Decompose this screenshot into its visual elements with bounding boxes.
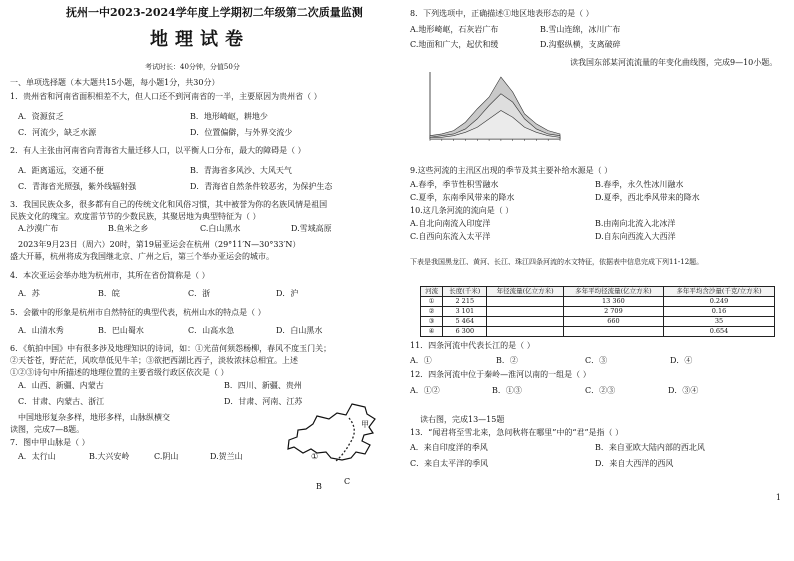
q8-option-a: A.地形崎岖，石灰岩广布 — [410, 25, 499, 34]
table-intro: 下表是我国黑龙江、黄河、长江、珠江四条河流的水文特征，依据表中信息完成下列11-12题。 — [410, 258, 704, 266]
q12-option-a: A．①② — [410, 386, 440, 395]
q4-option-a: A．苏 — [18, 289, 40, 298]
table-row — [421, 297, 775, 307]
q4-option-c: C．浙 — [188, 289, 211, 298]
table-cell: 0.654 — [664, 327, 775, 337]
q4-option-d: D．沪 — [276, 289, 299, 298]
exam-title: 地理试卷 — [150, 29, 250, 50]
question-6-line3: ①②③诗句中所描述的地理位置的主要省级行政区依次是（ ） — [10, 368, 229, 377]
q3-option-c: C.白山黑水 — [200, 224, 241, 233]
table-cell: 5 464 — [443, 317, 487, 327]
q9-option-c: C.夏季，东南季风带来的降水 — [410, 193, 515, 202]
q4-option-b: B．皖 — [98, 289, 120, 298]
question-13-intro: 读右图，完成13—15题 — [420, 415, 505, 424]
table-cell: ③ — [421, 317, 443, 327]
question-13: 13．“闻君将至雪北来，急问秋将在哪里”中的“君”是指（ ） — [410, 428, 624, 437]
q2-option-c: C．青海省光照强，紫外线辐射强 — [18, 182, 137, 191]
label-c: C — [344, 477, 351, 486]
chart-intro: 读我国东部某河流流量的年变化曲线图，完成9—10小题。 — [570, 58, 778, 67]
table-cell: 2 709 — [563, 307, 663, 317]
q12-option-c: C．②③ — [585, 386, 616, 395]
q5-option-b: B．巴山蜀水 — [98, 326, 144, 335]
q8-option-c: C.地面和广大，起伏和缓 — [410, 40, 499, 49]
river-table — [420, 286, 775, 337]
question-5: 5．会徽中的形象是杭州市自然特征的典型代表，杭州山水的特点是（ ） — [10, 308, 266, 317]
q6-option-b: B．四川、新疆、贵州 — [224, 381, 302, 390]
label-jia: 甲 — [361, 420, 369, 429]
label-circle-1: ① — [311, 452, 319, 461]
question-1: 1．贵州省和河南省面积相差不大，但人口还不到河南省的一半，主要原因为贵州省（ ） — [10, 92, 322, 101]
label-b: B — [316, 482, 322, 491]
note-line2: 读图，完成7—8题。 — [10, 425, 85, 434]
q6-option-d: D．甘肃、河南、江苏 — [224, 397, 303, 406]
q13-option-c: C．来自太平洋的季风 — [410, 459, 489, 468]
info-line1: 2023年9月23日（周六）20时，第19届亚运会在杭州（29°11′N—30°33′N） — [18, 240, 301, 249]
q12-option-d: D．③④ — [668, 386, 699, 395]
table-cell — [487, 307, 563, 317]
table-head-length: 长度(千米) — [443, 287, 487, 297]
q5-option-c: C．山高水急 — [188, 326, 235, 335]
q1-option-a: A．资源贫乏 — [18, 112, 64, 121]
q3-option-d: D.雪域高原 — [291, 224, 332, 233]
q6-option-a: A．山西、新疆、内蒙古 — [18, 381, 104, 390]
section-title: 一、单项选择题（本大题共15小题，每小题1分，共30分） — [10, 78, 220, 87]
table-cell: ④ — [421, 327, 443, 337]
table-head-river: 河流 — [421, 287, 443, 297]
q8-option-d: D.沟壑纵横，支离破碎 — [540, 40, 621, 49]
q2-option-b: B．青海省多风沙、大风天气 — [190, 166, 292, 175]
map-border — [288, 404, 375, 460]
table-cell: 0.16 — [664, 307, 775, 317]
question-4: 4．本次亚运会举办地为杭州市，其所在省份简称是（ ） — [10, 271, 210, 280]
table-cell: 6 300 — [443, 327, 487, 337]
question-12: 12．四条河流中位于秦岭—淮河以南的一组是（ ） — [410, 370, 591, 379]
q10-option-a: A.自北向南流入印度洋 — [410, 219, 491, 228]
question-11: 11．四条河流中代表长江的是（ ） — [410, 341, 535, 350]
table-row — [421, 317, 775, 327]
question-8: 8．下列选项中，正确描述①地区地表形态的是（ ） — [410, 9, 594, 18]
table-head-sediment: 多年平均含沙量(千克/立方米) — [664, 287, 775, 297]
table-cell: 0.249 — [664, 297, 775, 307]
q9-option-d: D.夏季，西北季风带来的降水 — [595, 193, 700, 202]
exam-meta: 考试时长：40分钟，分值50分 — [145, 63, 240, 71]
q7-option-a: A．太行山 — [18, 452, 56, 461]
q5-option-d: D．白山黑水 — [276, 326, 323, 335]
table-cell: 2 215 — [443, 297, 487, 307]
table-cell: 13 360 — [563, 297, 663, 307]
q9-option-a: A.春季，季节性积雪融水 — [410, 180, 499, 189]
table-cell — [487, 297, 563, 307]
q7-option-d: D.贺兰山 — [210, 452, 243, 461]
q1-option-c: C．河流少，缺乏水源 — [18, 128, 97, 137]
q6-option-c: C．甘肃、内蒙古、浙江 — [18, 397, 105, 406]
table-head-row — [421, 287, 775, 297]
table-head-runoff: 年径流量(亿立方米) — [487, 287, 563, 297]
q5-option-a: A．山清水秀 — [18, 326, 64, 335]
q12-option-b: B．①③ — [492, 386, 522, 395]
q7-option-c: C.阴山 — [154, 452, 179, 461]
q11-option-c: C．③ — [585, 356, 608, 365]
q2-option-a: A．距离遥远，交通不便 — [18, 166, 104, 175]
table-cell: ① — [421, 297, 443, 307]
q10-option-c: C.自西向东流入太平洋 — [410, 232, 491, 241]
question-6-line1: 6．《航拍中国》中有很多涉及地理知识的诗词，如：①光苗何须怨杨柳，春风不度玉门关； — [10, 344, 332, 353]
question-6-line2: ②天苍苍，野茫茫，风吹草低见牛羊；③欲把西湖比西子，淡妆浓抹总相宜。上述 — [10, 356, 298, 365]
table-cell: ② — [421, 307, 443, 317]
question-7: 7．图中甲山脉是（ ） — [10, 438, 90, 447]
table-cell: 660 — [563, 317, 663, 327]
q13-option-d: D．来自大西洋的西风 — [595, 459, 674, 468]
question-10: 10.这几条河流的流向是（ ） — [410, 206, 514, 215]
table-cell: 35 — [664, 317, 775, 327]
mountain-line — [336, 418, 354, 461]
info-line2: 盛大开幕，杭州将成为我国继北京、广州之后，第三个举办亚运会的城市。 — [10, 252, 274, 261]
q13-option-a: A．来自印度洋的季风 — [410, 443, 488, 452]
table-cell — [563, 327, 663, 337]
q10-option-d: D.自东向西流入大西洋 — [595, 232, 676, 241]
q3-option-a: A.沙漠广布 — [18, 224, 59, 233]
china-map-svg — [287, 401, 407, 495]
table-row — [421, 327, 775, 337]
question-3-line2: 民族文化的瑰宝。欢度雷节节的少数民族，其聚居地为典型特征为（ ） — [10, 212, 261, 221]
note-line1: 中国地形复杂多样，地形多样，山脉纵横交 — [18, 413, 170, 422]
question-3-line1: 3．我国民族众多，很多都有自己的传统文化和风俗习惯，其中被誉为你的名族风情是祖国 — [10, 200, 328, 209]
q11-option-d: D．④ — [670, 356, 693, 365]
page-number: 1 — [775, 493, 781, 502]
table-cell — [487, 327, 563, 337]
exam-header: 抚州一中2023-2024学年度上学期初二年级第二次质量监测 — [66, 6, 363, 19]
table-head-average-runoff: 多年平均径流量(亿立方米) — [563, 287, 663, 297]
right-column — [410, 0, 794, 561]
q1-option-d: D．位置偏僻，与外界交流少 — [190, 128, 293, 137]
q3-option-b: B.鱼米之乡 — [108, 224, 149, 233]
q8-option-b: B.雪山连绵，冰川广布 — [540, 25, 621, 34]
q7-option-b: B.大兴安岭 — [89, 452, 130, 461]
table-row — [421, 307, 775, 317]
table-cell — [487, 317, 563, 327]
q11-option-a: A．① — [410, 356, 432, 365]
q13-option-b: B．来自亚欧大陆内部的西北风 — [595, 443, 705, 452]
q1-option-b: B．地形崎岖，耕地少 — [190, 112, 268, 121]
q11-option-b: B．② — [496, 356, 518, 365]
river-flow-chart — [420, 67, 565, 151]
china-map — [287, 401, 407, 495]
question-2: 2．有人主张由河南省向青海省大量迁移人口，以平衡人口分布，最大的障碍是（ ） — [10, 146, 306, 155]
table-cell: 3 101 — [443, 307, 487, 317]
q10-option-b: B.由南向北流入北冰洋 — [595, 219, 676, 228]
q9-option-b: B.春季，永久性冰川融水 — [595, 180, 684, 189]
q2-option-d: D．青海省自然条件较恶劣，为保护生态 — [190, 182, 333, 191]
question-9: 9.这些河流的主汛区出现的季节及其主要补给水源是（ ） — [410, 166, 613, 175]
river-flow-chart-svg — [420, 67, 565, 151]
